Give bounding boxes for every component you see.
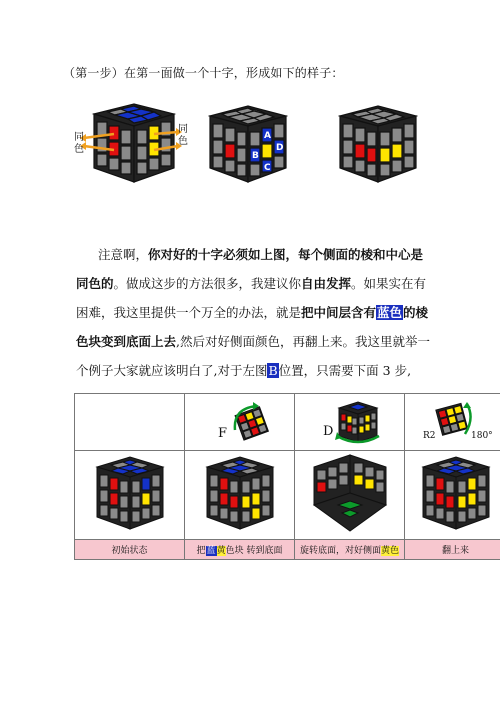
table-cell-cube-step2	[295, 451, 405, 540]
move-label-r2: R2	[423, 431, 436, 441]
cube-initial	[95, 455, 165, 531]
cube-letter-b: B	[252, 151, 259, 161]
table-cell-move-r2	[405, 394, 500, 451]
table-cell-cube-initial	[75, 451, 185, 540]
table-cell-empty	[75, 394, 185, 451]
move-label-d: D	[323, 424, 334, 439]
same-color-label-right: 同 色	[178, 124, 188, 147]
table-cell-cube-step3	[405, 451, 500, 540]
instruction-paragraph	[76, 240, 434, 385]
para-highlight-b: B	[268, 363, 278, 378]
para-text-2: 。做成这步的方法很多，我建议你	[113, 276, 302, 291]
move-label-f: F	[218, 426, 228, 441]
cube-letter-c: C	[264, 163, 271, 173]
table-row-cubes	[75, 451, 500, 540]
caption-step1-yellow: 黄	[216, 546, 226, 556]
step-title: （第一步）在第一面做一个十字，形成如下的样子：	[63, 66, 344, 80]
caption-step2-yellow: 黄色	[381, 546, 400, 556]
table-row-captions	[75, 540, 500, 560]
caption-initial: 初始状态	[75, 540, 185, 560]
caption-step3: 翻上来	[405, 540, 500, 560]
cube-step1	[205, 455, 275, 531]
move-f-cube	[229, 400, 277, 448]
para-highlight-blue: 蓝色	[377, 305, 403, 320]
caption-step1-a: 把	[196, 546, 206, 556]
cube-letter-d: D	[276, 143, 284, 153]
cube-letter-a: A	[264, 131, 271, 141]
para-bold-3: 把中间层含有	[301, 305, 377, 320]
para-text-1: 注意啊，	[98, 247, 149, 262]
cube-diagram-2	[208, 104, 288, 184]
para-bold-4: 的棱色块变到底面上去	[76, 305, 429, 349]
table-cell-cube-step1	[185, 451, 295, 540]
steps-table	[74, 393, 500, 560]
move-r2-cube	[431, 398, 475, 442]
para-bold-1: 你对好的十字必须如上图，每个侧面的棱和中心是同色的	[76, 247, 424, 291]
same-color-label-left: 同 色	[74, 132, 84, 155]
caption-step1-blue: 蓝	[206, 546, 216, 556]
move-label-180: 180°	[471, 431, 493, 441]
cube-diagram-1	[74, 100, 194, 195]
table-cell-move-d	[295, 394, 405, 451]
caption-step2-a: 旋转底面，对好侧面	[299, 546, 381, 556]
para-text-3: 。如果实在有困难，我这里提供一个万全的办法，就是	[76, 276, 427, 320]
cube-step2	[312, 453, 388, 533]
table-cell-move-f	[185, 394, 295, 451]
para-text-4: ,然后对好侧面颜色，再翻上来。我这里就举一个例子大家就应该明白了,对于左图	[76, 334, 430, 378]
move-d-cube	[335, 398, 381, 446]
cube-step3	[421, 455, 491, 531]
para-text-5: 位置，只需要下面 3 步,	[278, 363, 412, 378]
cube-diagram-3	[338, 104, 418, 184]
para-bold-2: 自由发挥	[301, 276, 352, 291]
caption-step2	[295, 540, 405, 560]
caption-step1	[185, 540, 295, 560]
caption-step1-d: 色块 转到底面	[225, 546, 283, 556]
table-row-moves	[75, 394, 500, 451]
